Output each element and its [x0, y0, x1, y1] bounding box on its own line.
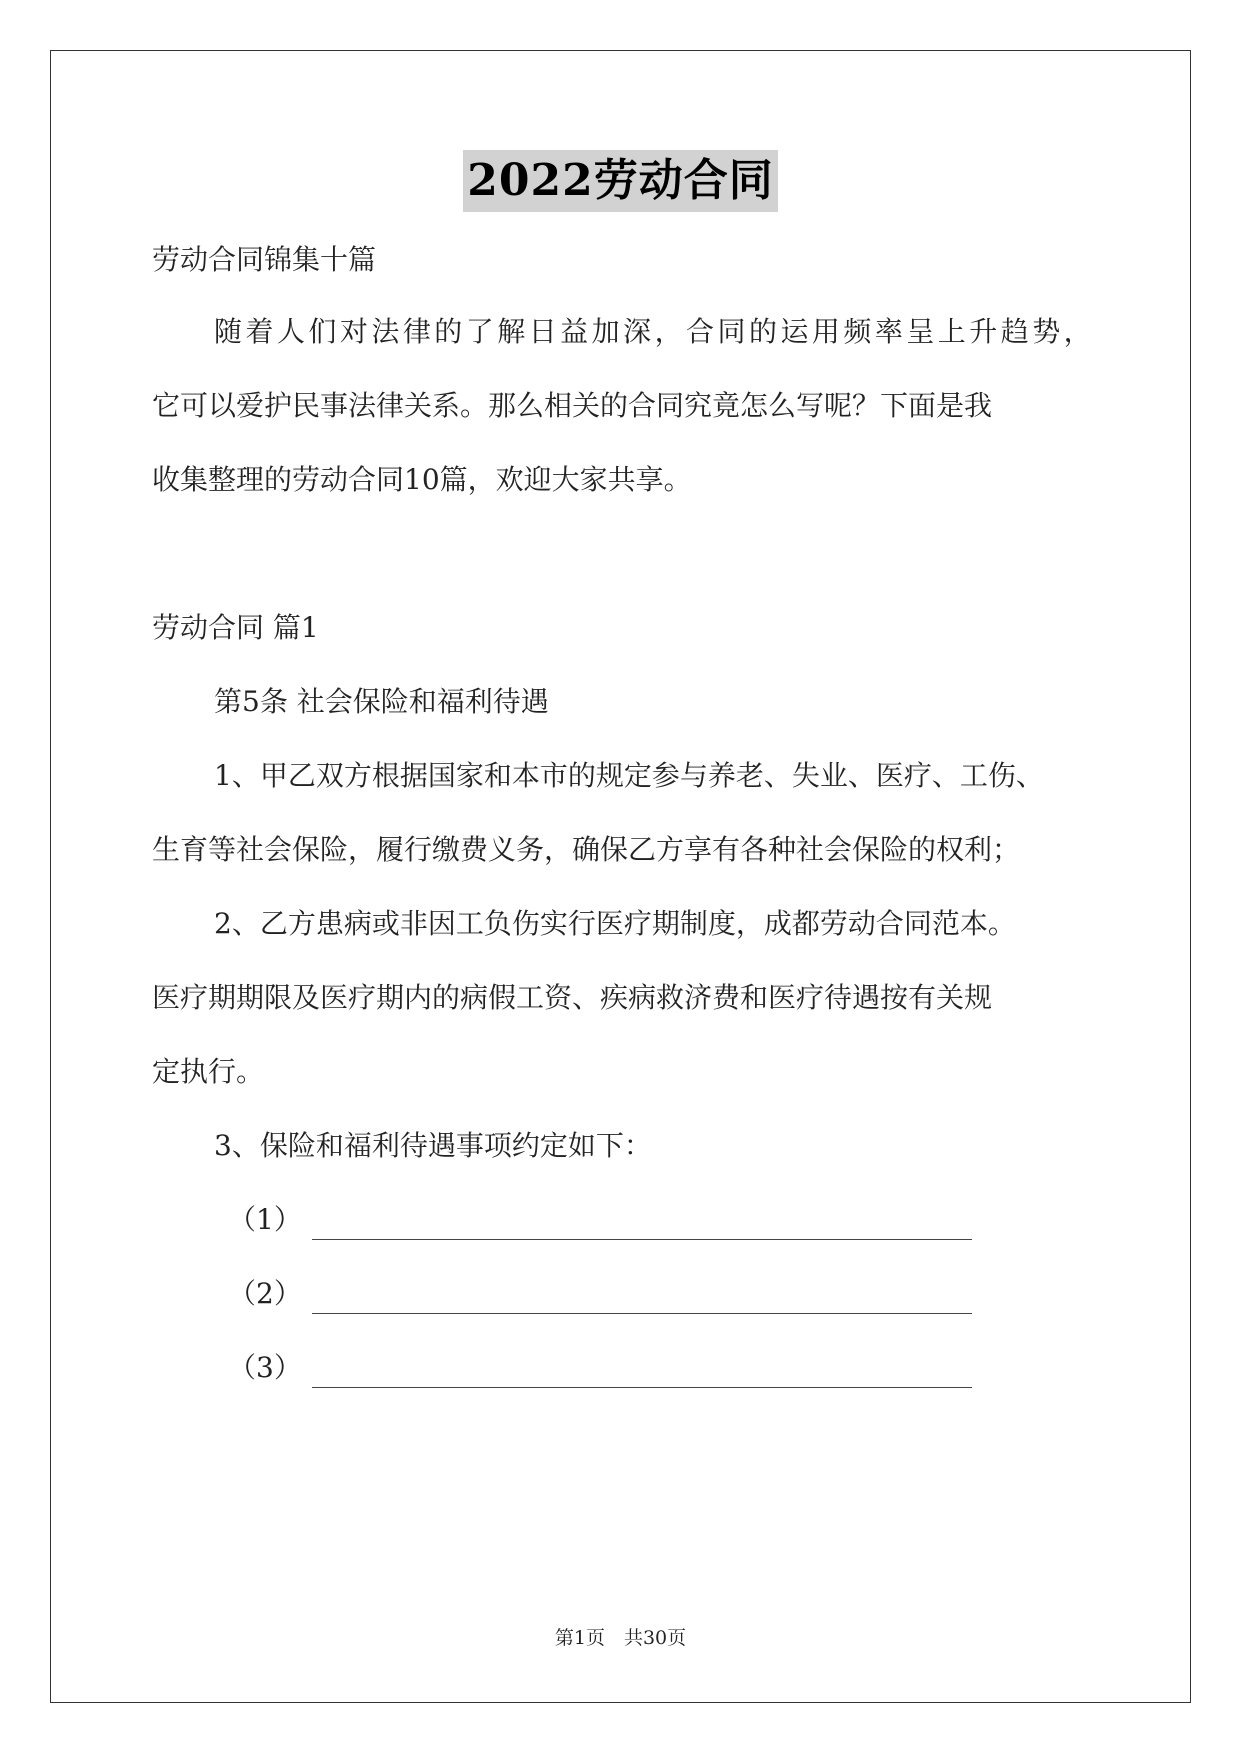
intro-char: 趋 — [1000, 315, 1029, 348]
blank-underline-1 — [312, 1211, 972, 1240]
intro-char: 上 — [937, 315, 966, 348]
blank-underline-3 — [312, 1359, 972, 1388]
intro-line-1 — [214, 312, 1092, 352]
intro-char: 的 — [434, 315, 463, 348]
intro-char: 深 — [623, 315, 652, 348]
intro-char: 解 — [497, 315, 526, 348]
blank-item-1 — [228, 1200, 972, 1240]
blank-label-2: （2） — [228, 1277, 302, 1310]
intro-char: 日 — [528, 315, 557, 348]
clause2-line-3: 定执行。 — [152, 1055, 265, 1088]
intro-char: 对 — [339, 315, 368, 348]
clause2-line-2: 医疗期期限及医疗期内的病假工资、疾病救济费和医疗待遇按有关规 — [152, 981, 993, 1014]
intro-line-2: 它可以爱护民事法律关系。那么相关的合同究竟怎么写呢？下面是我 — [152, 389, 993, 422]
blank-underline-2 — [312, 1285, 972, 1314]
subtitle: 劳动合同锦集十篇 — [152, 243, 377, 276]
blank-label-1: （1） — [228, 1203, 302, 1236]
clause1-line-2: 生育等社会保险，履行缴费义务，确保乙方享有各种社会保险的权利； — [152, 833, 1021, 866]
intro-char: 运 — [780, 315, 809, 348]
intro-char: 律 — [402, 315, 431, 348]
intro-char: 加 — [591, 315, 620, 348]
article-heading: 第5条 社会保险和福利待遇 — [214, 685, 549, 718]
clause2-line-1: 2、乙方患病或非因工负伤实行医疗期制度，成都劳动合同范本。 — [214, 907, 1016, 940]
intro-char: 势 — [1032, 315, 1061, 348]
intro-char: ， — [1063, 315, 1092, 348]
intro-char: 人 — [276, 315, 305, 348]
section-heading: 劳动合同 篇1 — [152, 611, 319, 644]
clause1-line-1: 1、甲乙双方根据国家和本市的规定参与养老、失业、医疗、工伤、 — [214, 759, 1044, 792]
blank-label-3: （3） — [228, 1351, 302, 1384]
intro-char: 同 — [717, 315, 746, 348]
intro-char: 频 — [843, 315, 872, 348]
intro-char: 用 — [811, 315, 840, 348]
intro-char: 率 — [874, 315, 903, 348]
intro-char: 的 — [748, 315, 777, 348]
clause3: 3、保险和福利待遇事项约定如下： — [214, 1129, 652, 1162]
blank-item-2 — [228, 1274, 972, 1314]
page-footer — [0, 1623, 1241, 1650]
blank-item-3 — [228, 1348, 972, 1388]
intro-line-3: 收集整理的劳动合同10篇，欢迎大家共享。 — [152, 463, 692, 496]
intro-char: 了 — [465, 315, 494, 348]
intro-char: 随 — [214, 315, 243, 348]
intro-char: ， — [654, 315, 683, 348]
intro-char: 着 — [245, 315, 274, 348]
intro-char: 益 — [560, 315, 589, 348]
intro-char: 们 — [308, 315, 337, 348]
intro-char: 升 — [969, 315, 998, 348]
intro-char: 合 — [686, 315, 715, 348]
intro-char: 法 — [371, 315, 400, 348]
document-title: 2022劳动合同 — [463, 150, 777, 212]
intro-char: 呈 — [906, 315, 935, 348]
page-border — [50, 50, 1191, 1703]
page-number: 第1页 共30页 — [554, 1627, 687, 1649]
title-container — [0, 150, 1241, 212]
